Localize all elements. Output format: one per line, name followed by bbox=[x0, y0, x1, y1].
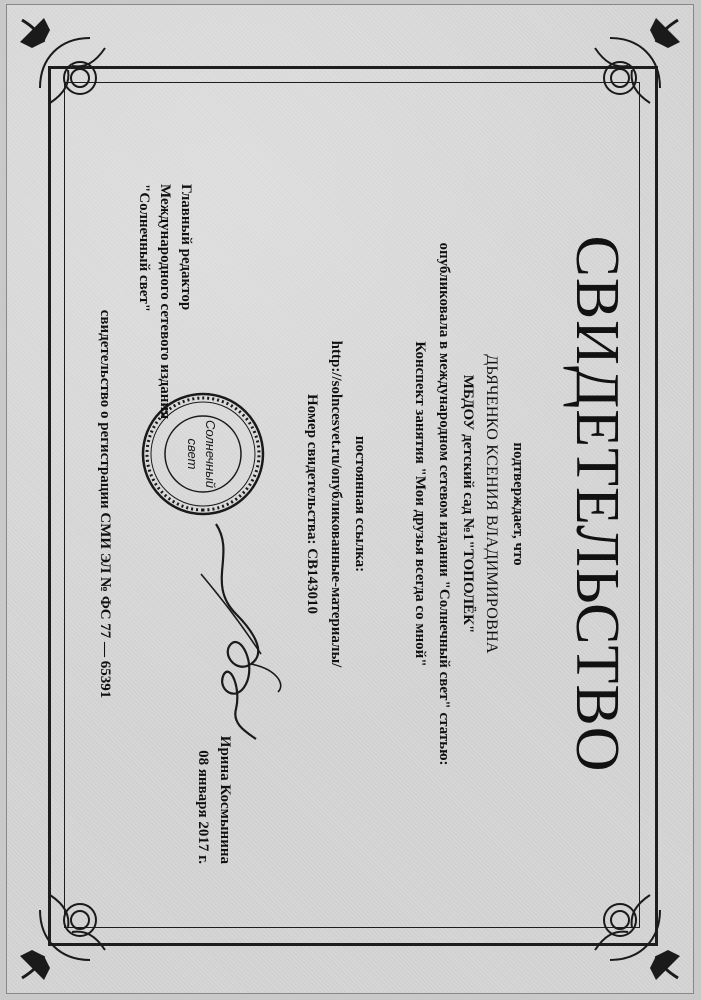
certificate-title: СВИДЕТЕЛЬСТВО bbox=[563, 235, 631, 773]
editor-block bbox=[133, 184, 196, 419]
certificate-number: Номер свидетельства: СВ143010 bbox=[304, 393, 320, 615]
registration-info: свидетельство о регистрации СМИ ЭЛ № ФС 77 — 65391 bbox=[97, 309, 113, 699]
permanent-link-url: http://solncesvet.ru/опубликованные-материалы/ bbox=[328, 340, 344, 668]
certificate-paper bbox=[6, 4, 694, 994]
editor-signature bbox=[186, 514, 296, 744]
published-statement: опубликовала в международном сетевом издании "Солнечный свет" статью: bbox=[436, 242, 452, 766]
signer-block bbox=[192, 736, 236, 864]
certificate-content bbox=[76, 84, 636, 924]
signer-name: Ирина Космынина bbox=[217, 735, 233, 864]
seal-text-line1: Солнечный bbox=[203, 420, 218, 488]
editor-publication-name: "Солнечный свет" bbox=[136, 184, 152, 313]
certificate-date: 08 января 2017 г. bbox=[195, 750, 211, 864]
editor-publication: Международного сетевого издания bbox=[157, 184, 173, 420]
seal-text-line2: свет bbox=[185, 438, 200, 470]
permanent-link-label: постоянная ссылка: bbox=[352, 435, 368, 573]
editor-title: Главный редактор bbox=[178, 184, 194, 311]
confirms-text: подтверждает, что bbox=[510, 442, 526, 566]
recipient-organization: МБДОУ детский сад №1"ТОПОЛЁК" bbox=[460, 374, 476, 634]
work-title: Конспект занятия "Мои друзья всегда со мной" bbox=[412, 341, 428, 667]
recipient-name: ДЬЯЧЕНКО КСЕНИЯ ВЛАДИМИРОВНА bbox=[483, 354, 500, 654]
